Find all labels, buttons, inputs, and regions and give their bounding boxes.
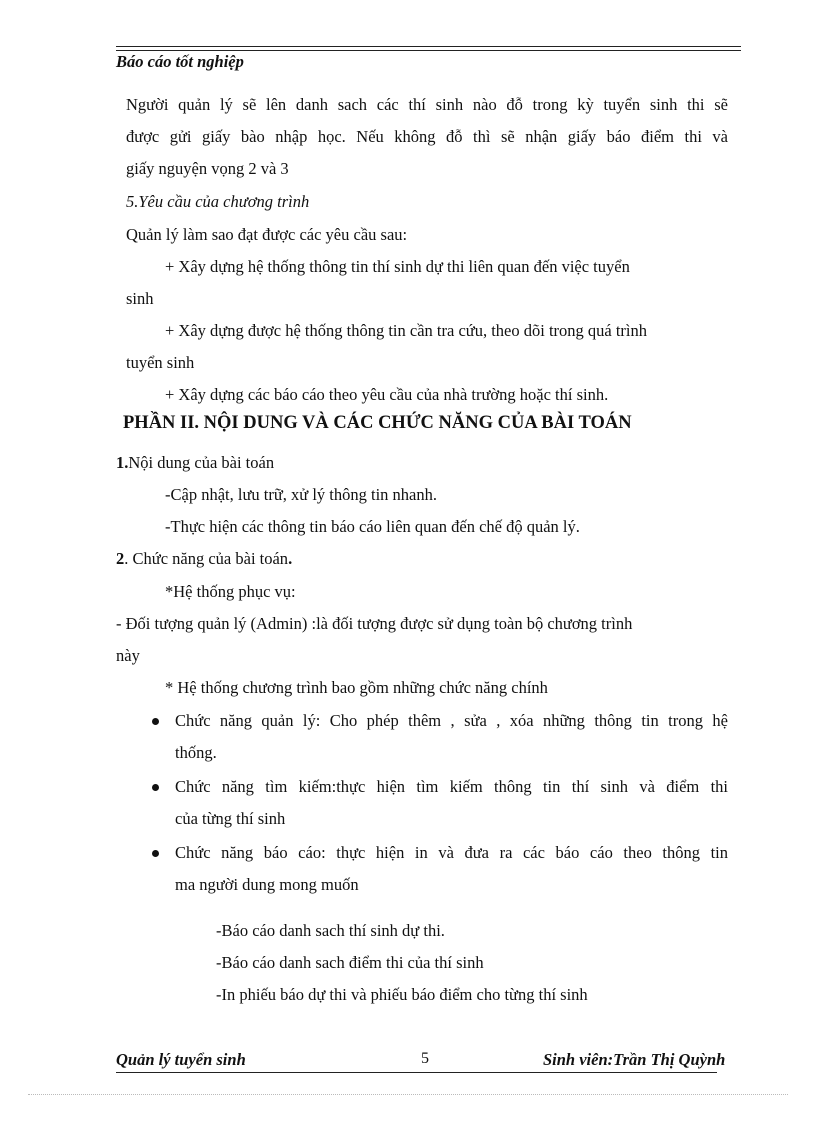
page-number: 5 (421, 1050, 429, 1067)
bullet-dot-2 (152, 784, 159, 791)
footer-rule (116, 1072, 717, 1073)
report-item-2: -Báo cáo danh sach điểm thi của thí sinh (216, 953, 484, 972)
header-rule-bottom (116, 50, 741, 51)
functions-dot: . (288, 549, 293, 568)
page-bottom-dotted-line (28, 1094, 788, 1095)
content-title: Nội dung của bài toán (128, 453, 275, 472)
section5-item1-cont: sinh (126, 289, 154, 308)
bullet-dot-3 (152, 850, 159, 857)
bullet3-line2: ma người dung mong muốn (175, 875, 359, 894)
report-item-3: -In phiếu báo dự thi và phiếu báo điểm cho từng thí sinh (216, 985, 588, 1004)
section5-item3: + Xây dựng các báo cáo theo yêu cầu của nhà trường hoặc thí sinh. (165, 385, 609, 404)
header-title: Báo cáo tốt nghiệp (116, 52, 244, 71)
bullet2-line1: Chức năng tìm kiếm:thực hiện tìm kiếm thông tin thí sinh và điểm thi (175, 777, 728, 796)
part2-heading: PHẦN II. NỘI DUNG VÀ CÁC CHỨC NĂNG CỦA BÀI TOÁN (123, 413, 632, 433)
intro-line-2: được gửi giấy bào nhập học. Nếu không đỗ thì sẽ nhận giấy báo điểm thi và (126, 127, 728, 146)
report-item-1: -Báo cáo danh sach thí sinh dự thi. (216, 921, 445, 940)
content-number: 1. (116, 453, 129, 472)
functions-system: *Hệ thống phục vụ: (165, 582, 296, 601)
functions-admin-cont: này (116, 646, 140, 665)
functions-main: * Hệ thống chương trình bao gồm những chức năng chính (165, 678, 548, 697)
intro-line-1: Người quản lý sẽ lên danh sach các thí sinh nào đỗ trong kỳ tuyển sinh thi sẽ (126, 95, 728, 114)
footer-student: Sinh viên:Trần Thị Quỳnh (543, 1050, 726, 1069)
bullet1-line1: Chức năng quản lý: Cho phép thêm , sửa , xóa những thông tin trong hệ (175, 711, 728, 730)
header-rule-top (116, 46, 741, 47)
section5-item1: + Xây dựng hệ thống thông tin thí sinh dự thi liên quan đến việc tuyển (165, 257, 630, 276)
functions-admin: - Đối tượng quản lý (Admin) :là đối tượng được sử dụng toàn bộ chương trình (116, 614, 633, 633)
section5-heading: 5.Yêu cầu của chương trình (126, 192, 310, 211)
bullet2-line2: của từng thí sinh (175, 809, 286, 828)
bullet3-line1: Chức năng báo cáo: thực hiện in và đưa ra các báo cáo theo thông tin (175, 843, 728, 862)
functions-title: . Chức năng của bài toán (124, 549, 289, 568)
functions-heading (116, 543, 292, 575)
section5-lead: Quản lý làm sao đạt được các yêu cầu sau: (126, 225, 408, 244)
intro-line-3: giấy nguyện vọng 2 và 3 (126, 159, 289, 178)
section5-item2: + Xây dựng được hệ thống thông tin cần tra cứu, theo dõi trong quá trình (165, 321, 648, 340)
functions-number: 2 (116, 549, 125, 568)
footer-left-title: Quản lý tuyển sinh (116, 1050, 246, 1069)
content-item1: -Cập nhật, lưu trữ, xử lý thông tin nhanh. (165, 485, 438, 504)
content-heading (116, 447, 274, 479)
bullet-dot-1 (152, 718, 159, 725)
section5-item2-cont: tuyển sinh (126, 353, 195, 372)
content-item2: -Thực hiện các thông tin báo cáo liên quan đến chế độ quản lý. (165, 517, 580, 536)
bullet1-line2: thống. (175, 743, 217, 762)
